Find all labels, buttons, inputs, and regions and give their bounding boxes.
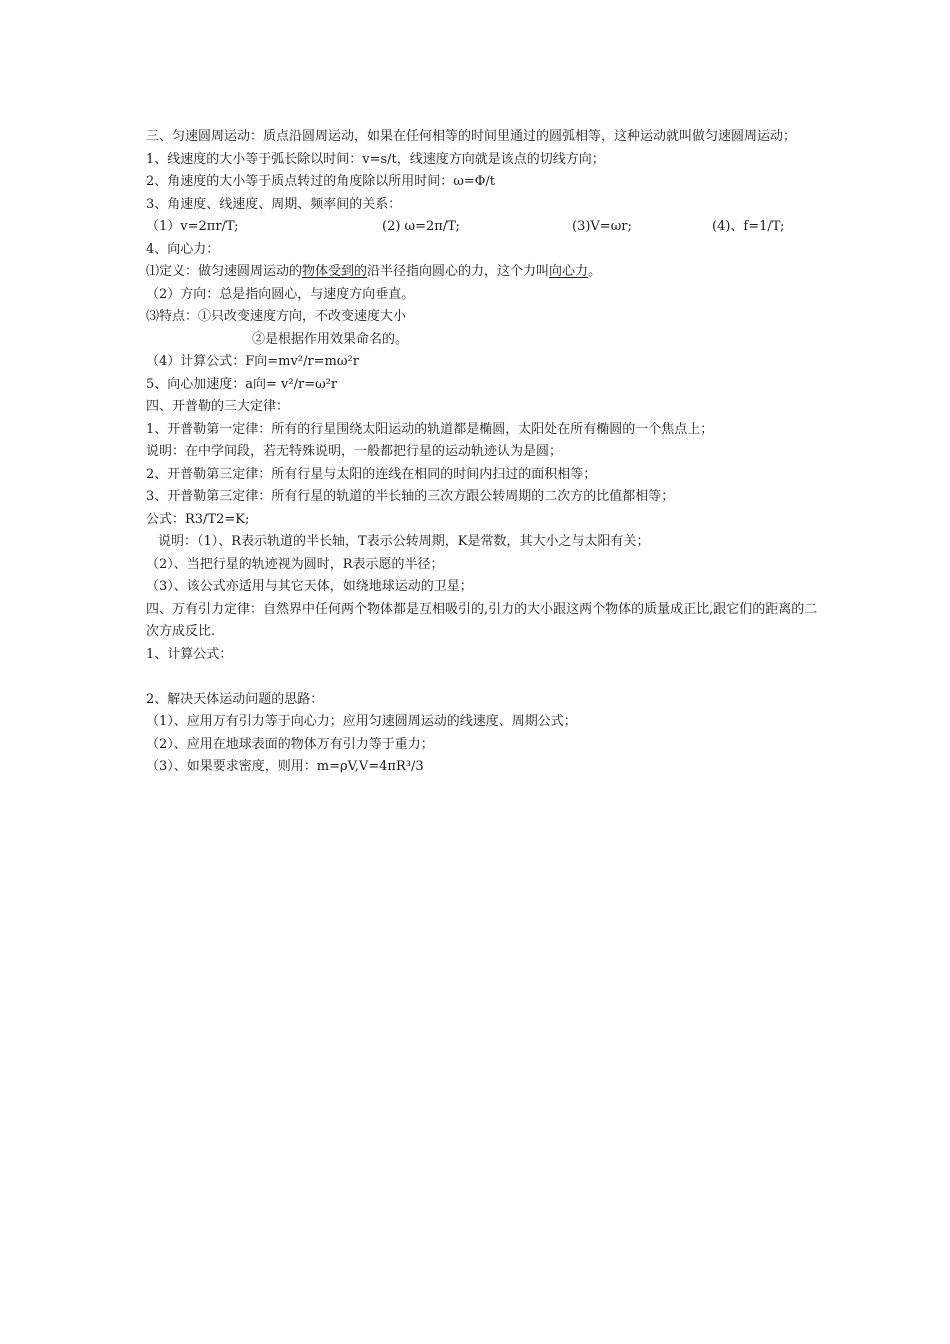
celestial-approach-item: 2、解决天体运动问题的思路： bbox=[146, 691, 324, 707]
celestial-approach-3: （3）、如果要求密度，则用：m=ρV,V=4πR³/3 bbox=[146, 759, 424, 774]
definition-text-c: 。 bbox=[588, 264, 602, 279]
gravitation-formula-item: 1、计算公式： bbox=[146, 646, 233, 662]
relations-item: 3、角速度、线速度、周期、频率间的关系： bbox=[146, 196, 402, 212]
centripetal-force-formula: （4）计算公式：F向=mv²/r=mω²r bbox=[146, 354, 359, 369]
centripetal-force-feature-1: ⑶特点：①只改变速度方向，不改变速度大小 bbox=[146, 309, 407, 324]
celestial-approach-1: （1）、应用万有引力等于向心力；应用匀速圆周运动的线速度、周期公式； bbox=[146, 714, 577, 729]
kepler-note-1: 说明：（1）、R表示轨道的半长轴，T表示公转周期，K是常数，其大小之与太阳有关； bbox=[158, 534, 650, 549]
kepler-third-law: 3、开普勒第三定律：所有行星的轨道的半长轴的三次方跟公转周期的二次方的比值都相等； bbox=[146, 489, 675, 504]
section-gravitation-heading: 四、万有引力定律：自然界中任何两个物体都是互相吸引的,引力的大小跟这两个物体的质量成正比,跟它们的距离的二次方成反比. bbox=[146, 601, 818, 639]
angular-velocity-item: 2、角速度的大小等于质点转过的角度除以所用时间：ω=Φ/t bbox=[146, 174, 496, 189]
section-uniform-circular-motion-heading: 三、匀速圆周运动：质点沿圆周运动，如果在任何相等的时间里通过的圆弧相等，这种运动就叫做匀速圆周运动； bbox=[146, 129, 797, 144]
relation-formula-1: （1）v=2πr/T; bbox=[146, 219, 239, 234]
kepler-formula: 公式：R3/T2=K; bbox=[146, 511, 250, 527]
centripetal-force-item: 4、向心力： bbox=[146, 241, 220, 257]
kepler-second-law: 2、开普勒第三定律：所有行星与太阳的连线在相同的时间内扫过的面积相等； bbox=[146, 466, 597, 482]
kepler-note-2: （2）、当把行星的轨迹视为圆时，R表示愿的半径； bbox=[146, 556, 444, 572]
relations-formulas-row bbox=[146, 216, 818, 239]
section-kepler-heading: 四、开普勒的三大定律： bbox=[146, 399, 290, 414]
celestial-approach-2: （2）、应用在地球表面的物体万有引力等于重力； bbox=[146, 736, 434, 752]
linear-velocity-item: 1、线速度的大小等于弧长除以时间：v=s/t，线速度方向就是该点的切线方向； bbox=[146, 151, 605, 167]
centripetal-force-definition bbox=[146, 261, 818, 284]
kepler-first-law: 1、开普勒第一定律：所有的行星围绕太阳运动的轨道都是椭圆，太阳处在所有椭圆的一个焦点上； bbox=[146, 421, 714, 437]
blank-line bbox=[146, 666, 818, 689]
definition-text-a: ⑴定义：做匀速圆周运动的 bbox=[146, 264, 303, 279]
relation-formula-4: (4)、f=1/T; bbox=[712, 219, 785, 234]
centripetal-force-feature-2: ②是根据作用效果命名的。 bbox=[252, 331, 409, 347]
definition-text-b: 沿半径指向圆心的力，这个力叫 bbox=[367, 264, 550, 279]
definition-underlined-1: 物体受到的 bbox=[302, 264, 368, 279]
definition-underlined-2: 向心力 bbox=[549, 264, 589, 279]
relation-formula-3: (3)V=ωr; bbox=[572, 219, 632, 234]
centripetal-acceleration-item: 5、向心加速度：a向= v²/r=ω²r bbox=[146, 376, 338, 392]
kepler-first-law-note: 说明：在中学间段，若无特殊说明，一般都把行星的运动轨迹认为是圆； bbox=[146, 444, 563, 459]
centripetal-force-direction: （2）方向：总是指向圆心，与速度方向垂直。 bbox=[146, 286, 415, 302]
document-body bbox=[146, 126, 818, 779]
relation-formula-2: (2) ω=2π/T; bbox=[382, 219, 460, 234]
kepler-note-3: （3）、该公式亦适用与其它天体，如绕地球运动的卫星； bbox=[146, 579, 473, 594]
